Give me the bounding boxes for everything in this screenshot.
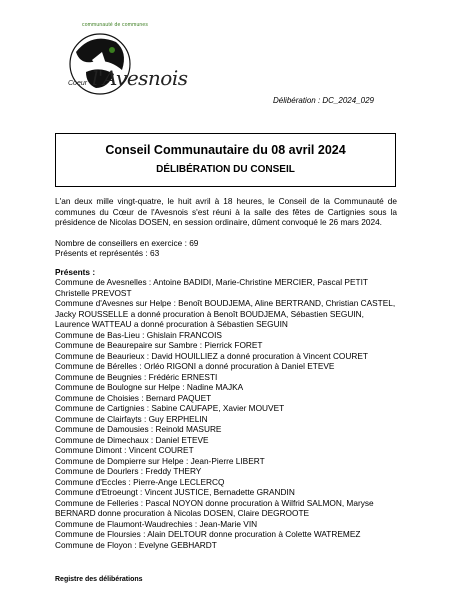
count-exercice: Nombre de conseillers en exercice : 69 [55,237,199,248]
list-item: Commune de Avesnelles : Antoine BADIDI, Marie-Christine MERCIER, Pascal PETIT Christelle PREVOST [55,277,368,298]
footer-text: Registre des délibérations [55,576,143,583]
list-item: Commune de Floursies : Alain DELTOUR donne procuration à Colette WATREMEZ [55,529,361,539]
list-item: Commune de Cartignies : Sabine CAUFAPE, Xavier MOUVET [55,403,285,413]
logo-coeur-text: Coeur [68,80,88,87]
list-item: Commune Dimont : Vincent COURET [55,445,194,455]
list-item: Commune d'Etroeungt : Vincent JUSTICE, Bernadette GRANDIN [55,487,295,497]
list-item: Commune de Boulogne sur Helpe : Nadine MAJKA [55,382,244,392]
logo-top-text: communauté de communes [82,22,149,28]
counts-block [55,238,397,259]
list-item: Commune de Choisies : Bernard PAQUET [55,392,212,403]
list-item: Commune de Bérelles : Orléo RIGONI a donné procuration à Daniel ETEVE [55,361,335,371]
presents-list [55,277,397,550]
title-box [55,133,396,187]
logo-name-text: l'Avesnois [92,66,188,90]
list-item: Commune de Beaurepaire sur Sambre : Pierrick FORET [55,340,263,350]
document-body [55,196,397,550]
list-item: Commune de Floyon : Evelyne GEBHARDT [55,539,217,550]
logo [62,22,190,108]
list-item: Commune de Flaumont-Waudrechies : Jean-Marie VIN [55,518,258,529]
list-item: Commune de Dimechaux : Daniel ETEVE [55,434,209,445]
deliberation-reference: Délibération : DC_2024_029 [273,96,374,105]
list-item: Commune de Beaurieux : David HOUILLIEZ a donné procuration à Vincent COURET [55,350,368,361]
list-item: Commune de Felleries : Pascal NOYON donne procuration à Wilfrid SALMON, Maryse BERNARD donne procuration à Nicolas DOSEN, Claire DEGROOTE [55,497,374,518]
list-item: Commune d'Avesnes sur Helpe : Benoît BOUDJEMA, Aline BERTRAND, Christian CASTEL, Jacky ROUSSELLE a donné procuration à Benoît BOUDJEMA, Sébastien SEGUIN, Laurence WATTEAU a donné procuration à Sébastien SEGUIN [55,298,396,329]
count-presents: Présents et représentés : 63 [55,248,160,258]
list-item: Commune de Dompierre sur Helpe : Jean-Pierre LIBERT [55,455,265,466]
list-item: Commune de Beugnies : Frédéric ERNESTI [55,371,218,382]
list-item: Commune de Clairfayts : Guy ERPHELIN [55,413,208,424]
presents-heading: Présents : [55,266,96,277]
list-item: Commune de Bas-Lieu : Ghislain FRANCOIS [55,329,222,340]
list-item: Commune d'Eccles : Pierre-Ange LECLERCQ [55,476,225,487]
logo-emblem-icon [62,22,190,108]
list-item: Commune de Damousies : Reinold MASURE [55,424,222,434]
page-title: Conseil Communautaire du 08 avril 2024 [105,143,346,157]
page-subtitle: DÉLIBÉRATION DU CONSEIL [156,164,295,175]
list-item: Commune de Dourlers : Freddy THERY [55,466,202,476]
intro-paragraph: L'an deux mille vingt-quatre, le huit avril à 18 heures, le Conseil de la Communauté de communes du Cœur de l'Avesnois s'est réuni à la salle des fêtes de Cartignies sous la présidence de Nicolas DOSEN, en session ordinaire, dûment convoqué le 26 mars 2024. [55,196,397,227]
